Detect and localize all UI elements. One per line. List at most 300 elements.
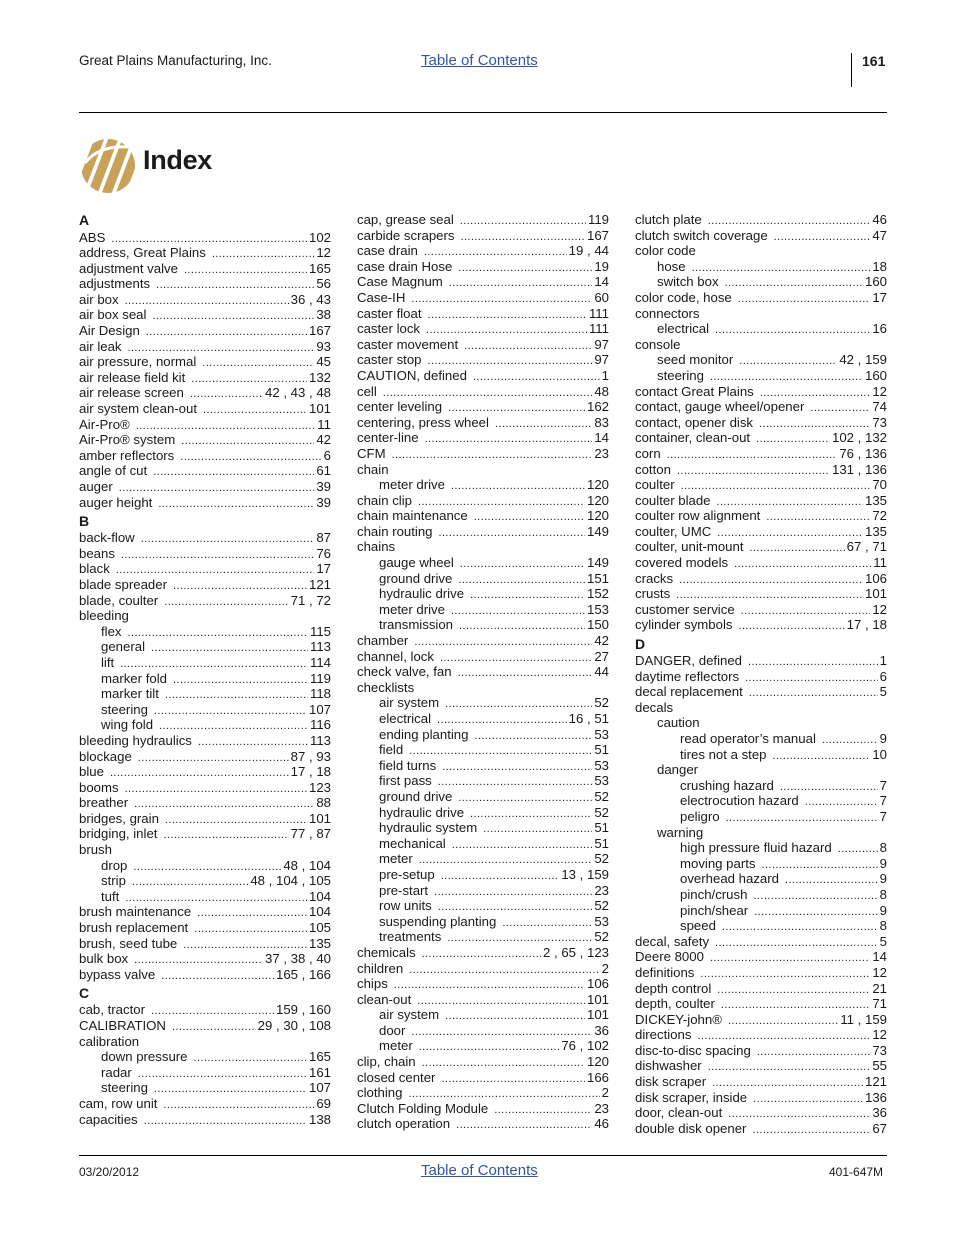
index-entry (635, 778, 887, 794)
index-term: clutch operation (357, 1116, 451, 1132)
index-page-ref[interactable]: 42 , 159 (839, 352, 887, 368)
index-page-ref[interactable]: 60 (594, 289, 609, 305)
index-page-ref[interactable]: 70 (872, 477, 887, 493)
index-page-ref[interactable]: 52 (594, 804, 609, 820)
index-page-ref[interactable]: 7 (879, 793, 887, 809)
index-entry (635, 1012, 887, 1028)
index-entry (79, 385, 331, 401)
index-page-ref[interactable]: 5 (879, 933, 887, 949)
index-page-ref[interactable]: 72 (872, 508, 887, 524)
index-entry (357, 898, 609, 914)
index-term: ground drive (379, 788, 453, 804)
index-page-ref[interactable]: 52 (594, 851, 609, 867)
index-term: blockage (79, 748, 132, 764)
index-page-ref[interactable]: 23 (594, 882, 609, 898)
index-entry (635, 731, 887, 747)
index-page-ref[interactable]: 17 , 18 (290, 764, 331, 780)
index-page-ref[interactable]: 71 , 72 (290, 592, 331, 608)
header-toc-link[interactable]: Table of Contents (421, 52, 538, 69)
index-entry (79, 448, 331, 464)
index-page-ref[interactable]: 12 (872, 601, 887, 617)
index-page-ref[interactable]: 165 (308, 1049, 331, 1065)
index-column-1 (79, 212, 331, 1127)
index-page-ref[interactable]: 151 (586, 570, 609, 586)
index-page-ref[interactable]: 149 (586, 523, 609, 539)
index-page-ref[interactable]: 104 (308, 888, 331, 904)
index-page-ref[interactable]: 12 (316, 245, 331, 261)
index-page-ref[interactable]: 76 (316, 545, 331, 561)
index-page-ref[interactable]: 55 (872, 1058, 887, 1074)
index-entry (79, 920, 331, 936)
index-page-ref[interactable]: 18 (872, 258, 887, 274)
index-page-ref[interactable]: 107 (308, 701, 331, 717)
index-term: amber reflectors (79, 447, 175, 463)
index-entry (635, 555, 887, 571)
index-page-ref[interactable]: 132 (308, 369, 331, 385)
index-entry (357, 493, 609, 509)
index-entry (357, 462, 609, 478)
index-page-ref[interactable]: 12 (872, 1027, 887, 1043)
index-term: pre-setup (379, 866, 435, 882)
index-term: hose (657, 258, 686, 274)
index-term: check valve, fan (357, 664, 452, 680)
index-page-ref[interactable]: 9 (879, 731, 887, 746)
index-page-ref[interactable]: 36 (872, 1105, 887, 1121)
index-page-ref[interactable]: 67 , 71 (846, 539, 887, 555)
index-term: overhead hazard (680, 871, 779, 887)
index-term: Case-IH (357, 289, 406, 305)
index-page-ref[interactable]: 9 (879, 871, 887, 887)
index-page-ref[interactable]: 107 (308, 1080, 331, 1096)
index-page-ref[interactable]: 27 (594, 648, 609, 664)
index-entry (635, 996, 887, 1012)
index-term: bleeding hydraulics (79, 732, 192, 748)
index-page-ref[interactable]: 67 (872, 1120, 887, 1136)
index-page-ref[interactable]: 5 (879, 684, 887, 700)
index-page-ref[interactable]: 44 (594, 664, 609, 680)
index-page-ref[interactable]: 120 (586, 477, 609, 493)
index-term: coulter (635, 477, 675, 493)
index-term: contact, gauge wheel/opener (635, 399, 805, 415)
index-term: back-flow (79, 530, 135, 546)
index-entry (635, 352, 887, 368)
index-term: pinch/shear (680, 902, 749, 918)
index-entry (357, 1116, 609, 1132)
index-term: chain maintenance (357, 508, 468, 524)
index-entry (79, 967, 331, 983)
index-entry (79, 546, 331, 562)
index-page-ref[interactable]: 46 (594, 1116, 609, 1132)
index-entry (79, 686, 331, 702)
index-page-ref[interactable]: 51 (594, 742, 609, 758)
index-entry (635, 840, 887, 856)
index-page-ref[interactable]: 159 , 160 (276, 1002, 331, 1018)
index-page-ref[interactable]: 1 (601, 367, 609, 383)
index-page-ref[interactable]: 29 , 30 , 108 (257, 1018, 331, 1033)
index-page-ref[interactable]: 73 (872, 414, 887, 430)
index-term: definitions (635, 964, 695, 980)
index-entry (357, 415, 609, 431)
index-page-ref[interactable]: 106 (586, 976, 609, 992)
index-page-ref[interactable]: 11 (873, 555, 887, 571)
index-entry (357, 649, 609, 665)
index-entry (79, 401, 331, 417)
index-entry (79, 608, 331, 624)
index-letter-heading: B (79, 512, 90, 529)
index-page-ref[interactable]: 23 (594, 445, 609, 461)
index-entry (635, 1105, 887, 1121)
index-term: tires not a step (680, 746, 767, 762)
index-page-ref[interactable]: 120 (586, 492, 609, 508)
index-page-ref[interactable]: 37 , 38 , 40 (265, 951, 331, 967)
index-page-ref[interactable]: 116 (309, 717, 331, 733)
index-term: auger height (79, 494, 153, 510)
index-entry (635, 1043, 887, 1059)
index-page-ref[interactable]: 119 (309, 670, 331, 686)
index-term: air pressure, normal (79, 354, 197, 370)
index-page-ref[interactable]: 113 (309, 732, 331, 748)
index-page-ref[interactable]: 93 (316, 338, 331, 354)
index-page-ref[interactable]: 120 (586, 1054, 609, 1070)
index-page-ref[interactable]: 87 , 93 (290, 748, 331, 764)
index-entry (635, 762, 887, 778)
index-page-ref[interactable]: 101 (586, 1007, 609, 1023)
index-page-ref[interactable]: 2 , 65 , 123 (543, 944, 609, 960)
index-page-ref[interactable]: 104 (308, 904, 331, 920)
index-entry (357, 1101, 609, 1117)
index-page-ref[interactable]: 97 (594, 336, 609, 352)
index-term: moving parts (680, 855, 756, 871)
index-page-ref[interactable]: 135 (308, 935, 331, 951)
index-term: closed center (357, 1069, 436, 1085)
index-page-ref[interactable]: 76 , 136 (839, 445, 887, 461)
index-page-ref[interactable]: 160 (864, 274, 887, 290)
index-page-ref[interactable]: 167 (586, 227, 609, 243)
index-page-ref[interactable]: 115 (309, 623, 331, 639)
index-page-ref[interactable]: 14 (594, 274, 609, 290)
index-term: warning (657, 824, 704, 840)
index-page-ref[interactable]: 17 (872, 289, 887, 305)
index-entry (79, 1080, 331, 1096)
index-term: children (357, 960, 404, 976)
index-page-ref[interactable]: 165 , 166 (276, 966, 331, 982)
index-term: connectors (635, 305, 700, 321)
index-entry (79, 780, 331, 796)
index-term: meter (379, 1038, 413, 1054)
index-letter-heading: C (79, 984, 90, 1001)
index-term: wing fold (101, 717, 154, 733)
index-term: clean-out (357, 991, 412, 1007)
index-page-ref[interactable]: 53 (594, 757, 609, 773)
index-entry (357, 1007, 609, 1023)
index-term: center-line (357, 430, 419, 446)
index-term: DICKEY-john® (635, 1011, 722, 1027)
index-page-ref[interactable]: 10 (872, 746, 887, 762)
index-entry (635, 1121, 887, 1137)
index-page-ref[interactable]: 56 (316, 276, 331, 292)
index-page-ref[interactable]: 76 , 102 (561, 1038, 609, 1054)
index-term: disk scraper, inside (635, 1089, 748, 1105)
index-term: bypass valve (79, 966, 156, 982)
index-term: cab, tractor (79, 1002, 145, 1018)
index-term: coulter, unit-mount (635, 539, 744, 555)
index-page-ref[interactable]: 153 (586, 601, 609, 617)
index-term: address, Great Plains (79, 245, 206, 261)
index-page-ref[interactable]: 53 (594, 726, 609, 742)
index-page-ref[interactable]: 87 (316, 530, 331, 546)
index-page-ref[interactable]: 13 , 159 (561, 866, 609, 882)
index-page-ref[interactable]: 136 (864, 1089, 887, 1105)
index-page-ref[interactable]: 111 (588, 305, 609, 321)
index-term: container, clean-out (635, 430, 751, 446)
index-entry (635, 684, 887, 700)
index-page-ref[interactable]: 135 (864, 492, 887, 508)
index-page-ref[interactable]: 51 (594, 835, 609, 851)
index-page-ref[interactable]: 9 (879, 855, 887, 871)
index-page-ref[interactable]: 119 (587, 212, 609, 227)
index-column-2 (357, 212, 609, 1132)
index-page-ref[interactable]: 6 (879, 668, 887, 684)
index-entry (79, 858, 331, 874)
index-term: channel, lock (357, 648, 434, 664)
index-term: blade, coulter (79, 592, 159, 608)
index-entry (635, 809, 887, 825)
index-term: pinch/crush (680, 886, 748, 902)
index-page-ref[interactable]: 138 (308, 1111, 331, 1127)
index-entry (79, 577, 331, 593)
index-page-ref[interactable]: 105 (308, 920, 331, 936)
index-page-ref[interactable]: 113 (309, 639, 331, 655)
index-page-ref[interactable]: 150 (586, 617, 609, 633)
index-page-ref[interactable]: 52 (594, 898, 609, 914)
index-page-ref[interactable]: 16 , 51 (568, 711, 609, 726)
index-page-ref[interactable]: 74 (872, 399, 887, 415)
index-page-ref[interactable]: 7 (879, 777, 887, 793)
index-page-ref[interactable]: 42 (594, 633, 609, 649)
index-term: field (379, 742, 404, 758)
page-title: Index (143, 145, 213, 175)
index-page-ref[interactable]: 6 (323, 447, 331, 463)
index-term: customer service (635, 601, 735, 617)
index-page-ref[interactable]: 47 (872, 227, 887, 243)
index-page-ref[interactable]: 53 (594, 773, 609, 789)
footer-doc-number: 401-647M (829, 1165, 884, 1179)
index-page-ref[interactable]: 149 (586, 555, 609, 571)
index-page-ref[interactable]: 21 (872, 980, 887, 996)
index-page-ref[interactable]: 131 , 136 (832, 461, 887, 477)
index-entry (357, 508, 609, 524)
index-entry (635, 415, 887, 431)
index-entry (635, 259, 887, 275)
index-entry (357, 664, 609, 680)
index-entry (357, 929, 609, 945)
index-page-ref[interactable]: 123 (308, 779, 331, 795)
index-page-ref[interactable]: 101 (586, 991, 609, 1007)
index-page-ref[interactable]: 39 (316, 494, 331, 510)
index-page-ref[interactable]: 1 (879, 653, 887, 669)
index-page-ref[interactable]: 52 (594, 788, 609, 804)
index-entry (357, 1054, 609, 1070)
index-term: chamber (357, 633, 409, 649)
index-entry (79, 417, 331, 433)
index-entry (79, 1049, 331, 1065)
index-page-ref[interactable]: 88 (316, 795, 331, 811)
index-page-ref[interactable]: 152 (586, 586, 609, 602)
index-entry (635, 586, 887, 602)
index-page-ref[interactable]: 7 (879, 808, 887, 824)
index-page-ref[interactable]: 11 , 159 (840, 1011, 887, 1027)
index-page-ref[interactable]: 8 (879, 840, 887, 856)
index-entry (357, 789, 609, 805)
index-term: double disk opener (635, 1120, 747, 1136)
index-term: speed (680, 918, 716, 934)
index-entry (357, 820, 609, 836)
index-page-ref[interactable]: 48 , 104 , 105 (250, 873, 331, 889)
index-page-ref[interactable]: 48 (594, 383, 609, 399)
index-entry (635, 903, 887, 919)
index-entry (357, 352, 609, 368)
index-page-ref[interactable]: 118 (309, 686, 331, 702)
index-term: brush, seed tube (79, 935, 178, 951)
index-page-ref[interactable]: 17 (316, 561, 331, 577)
index-entry (79, 811, 331, 827)
index-page-ref[interactable]: 161 (308, 1064, 331, 1080)
index-page-ref[interactable]: 71 (872, 996, 887, 1012)
index-entry (357, 836, 609, 852)
index-entry (635, 446, 887, 462)
index-page-ref[interactable]: 121 (308, 576, 331, 592)
index-page-ref[interactable]: 19 (594, 258, 609, 274)
index-page-ref[interactable]: 19 , 44 (568, 243, 609, 259)
index-term: bridges, grain (79, 810, 159, 826)
index-term: cell (357, 383, 377, 399)
index-term: caster stop (357, 352, 422, 368)
index-page-ref[interactable]: 46 (872, 212, 887, 227)
index-page-ref[interactable]: 36 (594, 1022, 609, 1038)
index-page-ref[interactable]: 8 (879, 886, 887, 902)
index-page-ref[interactable]: 16 (872, 321, 887, 337)
index-page-ref[interactable]: 135 (864, 523, 887, 539)
index-term: cotton (635, 461, 671, 477)
index-page-ref[interactable]: 77 , 87 (290, 826, 331, 842)
index-term: contact, opener disk (635, 414, 754, 430)
index-page-ref[interactable]: 39 (316, 479, 331, 494)
header-company: Great Plains Manufacturing, Inc. (79, 53, 272, 68)
index-page-ref[interactable]: 17 , 18 (846, 617, 887, 633)
index-term: high pressure fluid hazard (680, 840, 832, 856)
index-term: cap, grease seal (357, 212, 454, 227)
index-page-ref[interactable]: 9 (879, 902, 887, 918)
index-page-ref[interactable]: 23 (594, 1100, 609, 1116)
index-page-ref[interactable]: 114 (309, 654, 331, 670)
index-page-ref[interactable]: 36 , 43 (290, 291, 331, 307)
index-page-ref[interactable]: 12 (872, 383, 887, 399)
index-page-ref[interactable]: 101 (864, 586, 887, 602)
index-page-ref[interactable]: 97 (594, 352, 609, 368)
index-page-ref[interactable]: 14 (872, 949, 887, 965)
index-entry (79, 479, 331, 495)
index-entry (635, 462, 887, 478)
index-page-ref[interactable]: 83 (594, 414, 609, 430)
index-page-ref[interactable]: 52 (594, 695, 609, 711)
index-page-ref[interactable]: 45 (316, 354, 331, 370)
index-term: mechanical (379, 835, 446, 851)
dot-leader (738, 619, 844, 635)
index-term: marker fold (101, 670, 167, 686)
index-page-ref[interactable]: 53 (594, 913, 609, 929)
index-term: color code (635, 243, 696, 259)
index-page-ref[interactable]: 42 (316, 432, 331, 448)
index-page-ref[interactable]: 2 (601, 1085, 609, 1101)
index-page-ref[interactable]: 73 (872, 1042, 887, 1058)
index-page-ref[interactable]: 111 (588, 321, 609, 337)
index-entry (635, 477, 887, 493)
index-page-ref[interactable]: 2 (601, 960, 609, 976)
index-term: depth, coulter (635, 996, 715, 1012)
index-page-ref[interactable]: 12 (872, 964, 887, 980)
index-term: centering, press wheel (357, 414, 489, 430)
index-page-ref[interactable]: 51 (594, 820, 609, 836)
index-term: peligro (680, 808, 720, 824)
index-term: meter (379, 851, 413, 867)
index-page-ref[interactable]: 121 (864, 1074, 887, 1090)
index-page-ref[interactable]: 101 (308, 401, 331, 417)
index-term: Deere 8000 (635, 949, 704, 965)
index-page-ref[interactable]: 106 (864, 570, 887, 586)
index-entry (635, 243, 887, 259)
index-page-ref[interactable]: 101 (308, 810, 331, 826)
index-page-ref[interactable]: 48 , 104 (283, 857, 331, 873)
index-page-ref[interactable]: 42 , 43 , 48 (265, 385, 331, 401)
index-entry (635, 715, 887, 731)
index-page-ref[interactable]: 69 (316, 1095, 331, 1111)
index-entry (357, 1038, 609, 1054)
index-page-ref[interactable]: 38 (316, 307, 331, 323)
index-term: color code, hose (635, 289, 732, 305)
index-page-ref[interactable]: 52 (594, 929, 609, 945)
index-page-ref[interactable]: 102 , 132 (832, 430, 887, 446)
index-entry (357, 539, 609, 555)
index-term: bulk box (79, 951, 129, 967)
index-page-ref[interactable]: 14 (594, 430, 609, 446)
index-term: air release field kit (79, 369, 186, 385)
index-page-ref[interactable]: 8 (879, 918, 887, 934)
index-entry (79, 561, 331, 577)
index-page-ref[interactable]: 162 (586, 399, 609, 415)
footer-toc-link[interactable]: Table of Contents (421, 1162, 538, 1179)
index-term: caution (657, 715, 700, 731)
index-page-ref[interactable]: 61 (316, 463, 331, 479)
index-term: Case Magnum (357, 274, 443, 290)
index-term: steering (101, 1080, 148, 1096)
index-page-ref[interactable]: 11 (317, 416, 331, 432)
index-entry (357, 306, 609, 322)
index-page-ref[interactable]: 160 (864, 367, 887, 383)
dot-leader (144, 1114, 307, 1130)
index-page-ref[interactable]: 165 (308, 260, 331, 276)
index-term: brush replacement (79, 920, 189, 936)
index-term: depth control (635, 980, 712, 996)
index-term: strip (101, 873, 126, 889)
index-term: general (101, 639, 145, 655)
index-entry (635, 508, 887, 524)
index-page-ref[interactable]: 102 (308, 229, 331, 245)
index-page-ref[interactable]: 167 (308, 323, 331, 339)
index-entry (79, 261, 331, 277)
index-entry (79, 593, 331, 609)
index-page-ref[interactable]: 120 (586, 508, 609, 524)
index-page-ref[interactable]: 166 (586, 1069, 609, 1085)
